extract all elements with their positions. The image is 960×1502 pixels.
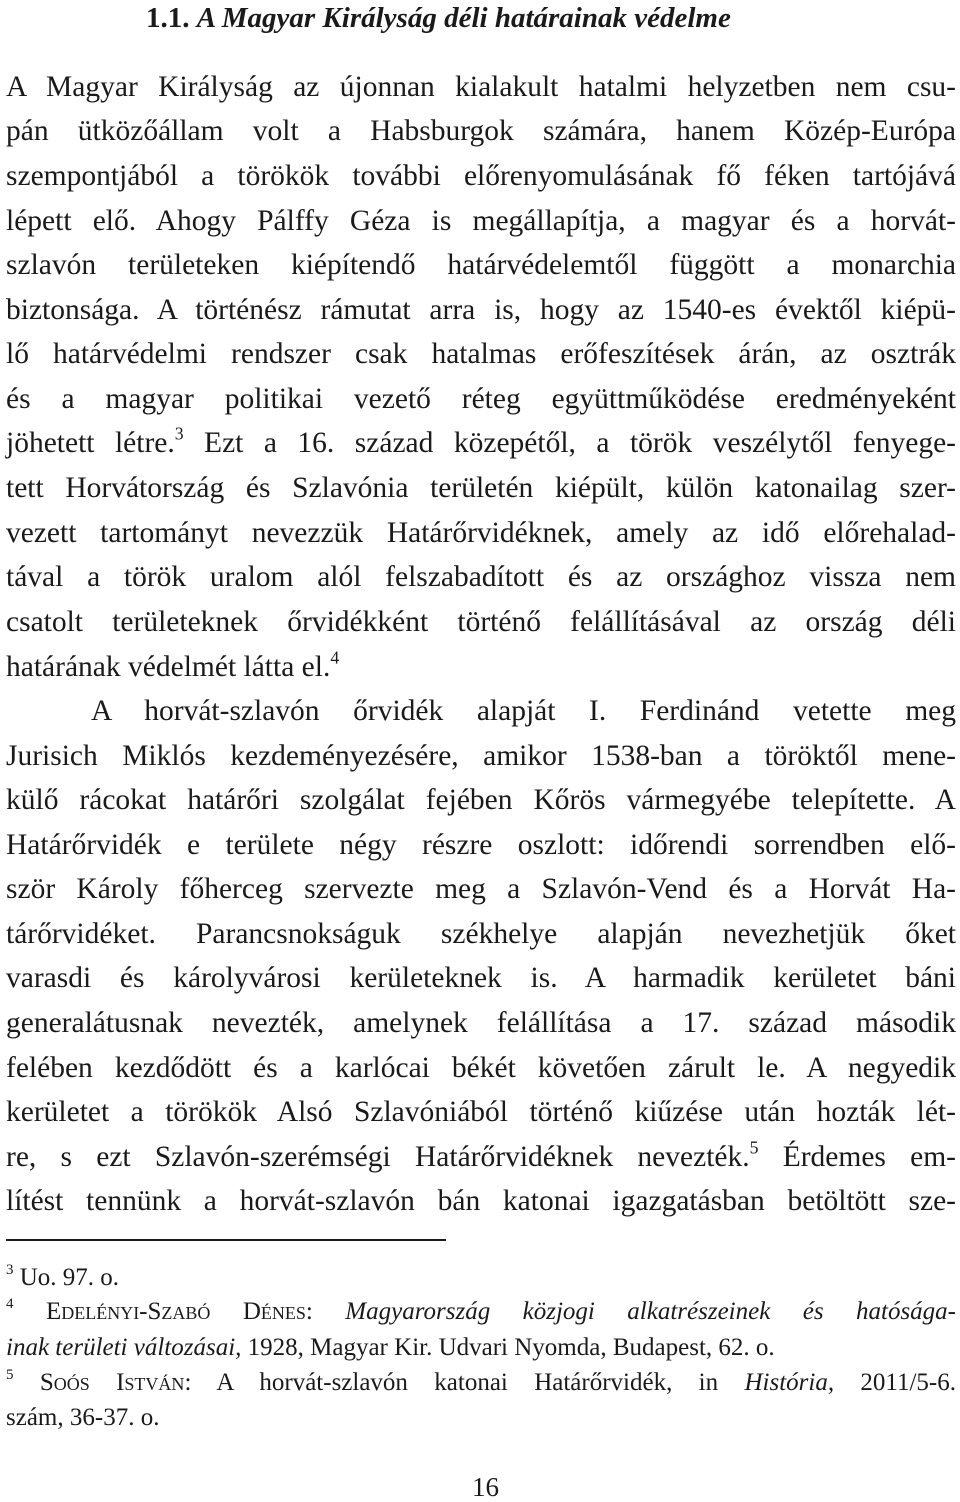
footnote-journal: História, [744, 1369, 835, 1396]
section-number: 1.1. [146, 2, 190, 34]
section-title: A Magyar Királyság déli határainak védelme [196, 2, 731, 34]
page-number: 16 [472, 1472, 499, 1502]
footnote-4-line-1 [6, 1297, 956, 1327]
body-line: kerületet a törökök Alsó Szlavóniából történő kiűzése után hozták lét- [6, 1096, 956, 1128]
body-line: tárőrvidéket. Parancsnokságuk székhelye alapján nevezhetjük őket [6, 918, 956, 950]
body-line: generalátusnak nevezték, amelynek felállítása a 17. század második [6, 1007, 956, 1039]
body-line: tett Horvátország és Szlavónia területén kiépült, külön katonailag szer- [6, 472, 956, 504]
footnote-4-line-2 [6, 1333, 956, 1363]
body-line-text: jöhetett létre. [6, 427, 175, 459]
footnote-mark: 3 [6, 1261, 14, 1278]
body-line: külő rácokat határőri szolgálat fejében Kőrös vármegyébe telepítette. A [6, 784, 956, 816]
footnote-author: Edelényi-Szabó Dénes [45, 1298, 306, 1325]
body-line-text: határának védelmét látta el. [6, 651, 331, 683]
footnote-title-cont: inak területi változásai, [6, 1334, 242, 1361]
body-line: varasdi és károlyvárosi kerületeknek is. A harmadik kerületet báni [6, 962, 956, 994]
footnote-pages: szám, 36-37. o. [6, 1404, 160, 1431]
body-line: és a magyar politikai vezető réteg együttműködése eredményeként [6, 383, 956, 415]
footnote-reference[interactable]: 3 [174, 423, 184, 444]
body-line [6, 425, 956, 461]
body-line-text: Érdemes em- [758, 1141, 956, 1173]
body-line: csatolt területeknek őrvidékként történő felállításával az ország déli [6, 606, 956, 638]
body-line: szempontjából a törökök további előrenyomulásának fő féken tartójává [6, 160, 956, 192]
footnote-author: Soós István [39, 1369, 185, 1396]
body-line: Határőrvidék e területe négy részre oszlott: időrendi sorrendben elő- [6, 829, 956, 861]
body-line: ször Károly főherceg szervezte meg a Szlavón-Vend és a Horvát Ha- [6, 873, 956, 905]
body-line: A horvát-szlavón őrvidék alapját I. Ferdinánd vetette meg [91, 695, 956, 727]
footnote-5-line-2 [6, 1403, 956, 1433]
body-line [6, 1139, 956, 1175]
footnote-mark: 5 [6, 1366, 14, 1383]
footnote-title: Magyarország közjogi alkatrészeinek és hatóságа- [345, 1298, 956, 1325]
body-line: szlavón területeken kiépítendő határvédelemtől függött a monarchia [6, 249, 956, 281]
body-line: lítést tennünk a horvát-szlavón bán katonai igazgatásban betöltött sze- [6, 1185, 956, 1217]
footnote-separator-colon: : [305, 1298, 346, 1325]
body-line: lépett elő. Ahogy Pálffy Géza is megállapítja, a magyar és a horvát- [6, 205, 956, 237]
footnote-mark: 4 [6, 1295, 14, 1312]
footnote-reference[interactable]: 4 [330, 647, 340, 668]
body-line: felében kezdődött és a karlócai békét követően zárult le. A negyedik [6, 1052, 956, 1084]
body-line: A Magyar Királyság az újonnan kialakult hatalmi helyzetben nem csu- [6, 71, 956, 103]
body-line [6, 649, 956, 685]
body-line: vezett tartományt nevezzük Határőrvidéknek, amely az idő előrehalad- [6, 517, 956, 549]
footnote-title: A horvát-szlavón katonai Határőrvidék, in [216, 1369, 745, 1396]
footnote-separator [6, 1239, 446, 1241]
body-line: biztonsága. A történész rámutat arra is, hogy az 1540-es évektől kiépü- [6, 294, 956, 326]
footnote-5-line-1 [6, 1368, 956, 1398]
body-line-text: Ezt a 16. század közepétől, a török veszélytől fenyege- [183, 427, 956, 459]
section-heading [146, 0, 731, 36]
footnote-publication: 1928, Magyar Kir. Udvari Nyomda, Budapest, 62. o. [241, 1334, 775, 1361]
footnote-3 [6, 1263, 956, 1293]
footnote-reference[interactable]: 5 [749, 1137, 759, 1158]
body-line: Jurisich Miklós kezdeményezésére, amikor 1538-ban a töröktől mene- [6, 740, 956, 772]
footnote-text: Uo. 97. o. [13, 1264, 120, 1291]
body-line: lő határvédelmi rendszer csak hatalmas erőfeszítések árán, az osztrák [6, 338, 956, 370]
footnote-separator-colon: : [184, 1369, 217, 1396]
body-line: pán ütközőállam volt a Habsburgok számára, hanem Közép-Európa [6, 115, 956, 147]
footnote-issue: 2011/5-6. [834, 1369, 957, 1396]
body-line: tával a török uralom alól felszabadított és az országhoz vissza nem [6, 561, 956, 593]
body-line-text: re, s ezt Szlavón-szerémségi Határőrvidéknek nevezték. [6, 1141, 750, 1173]
